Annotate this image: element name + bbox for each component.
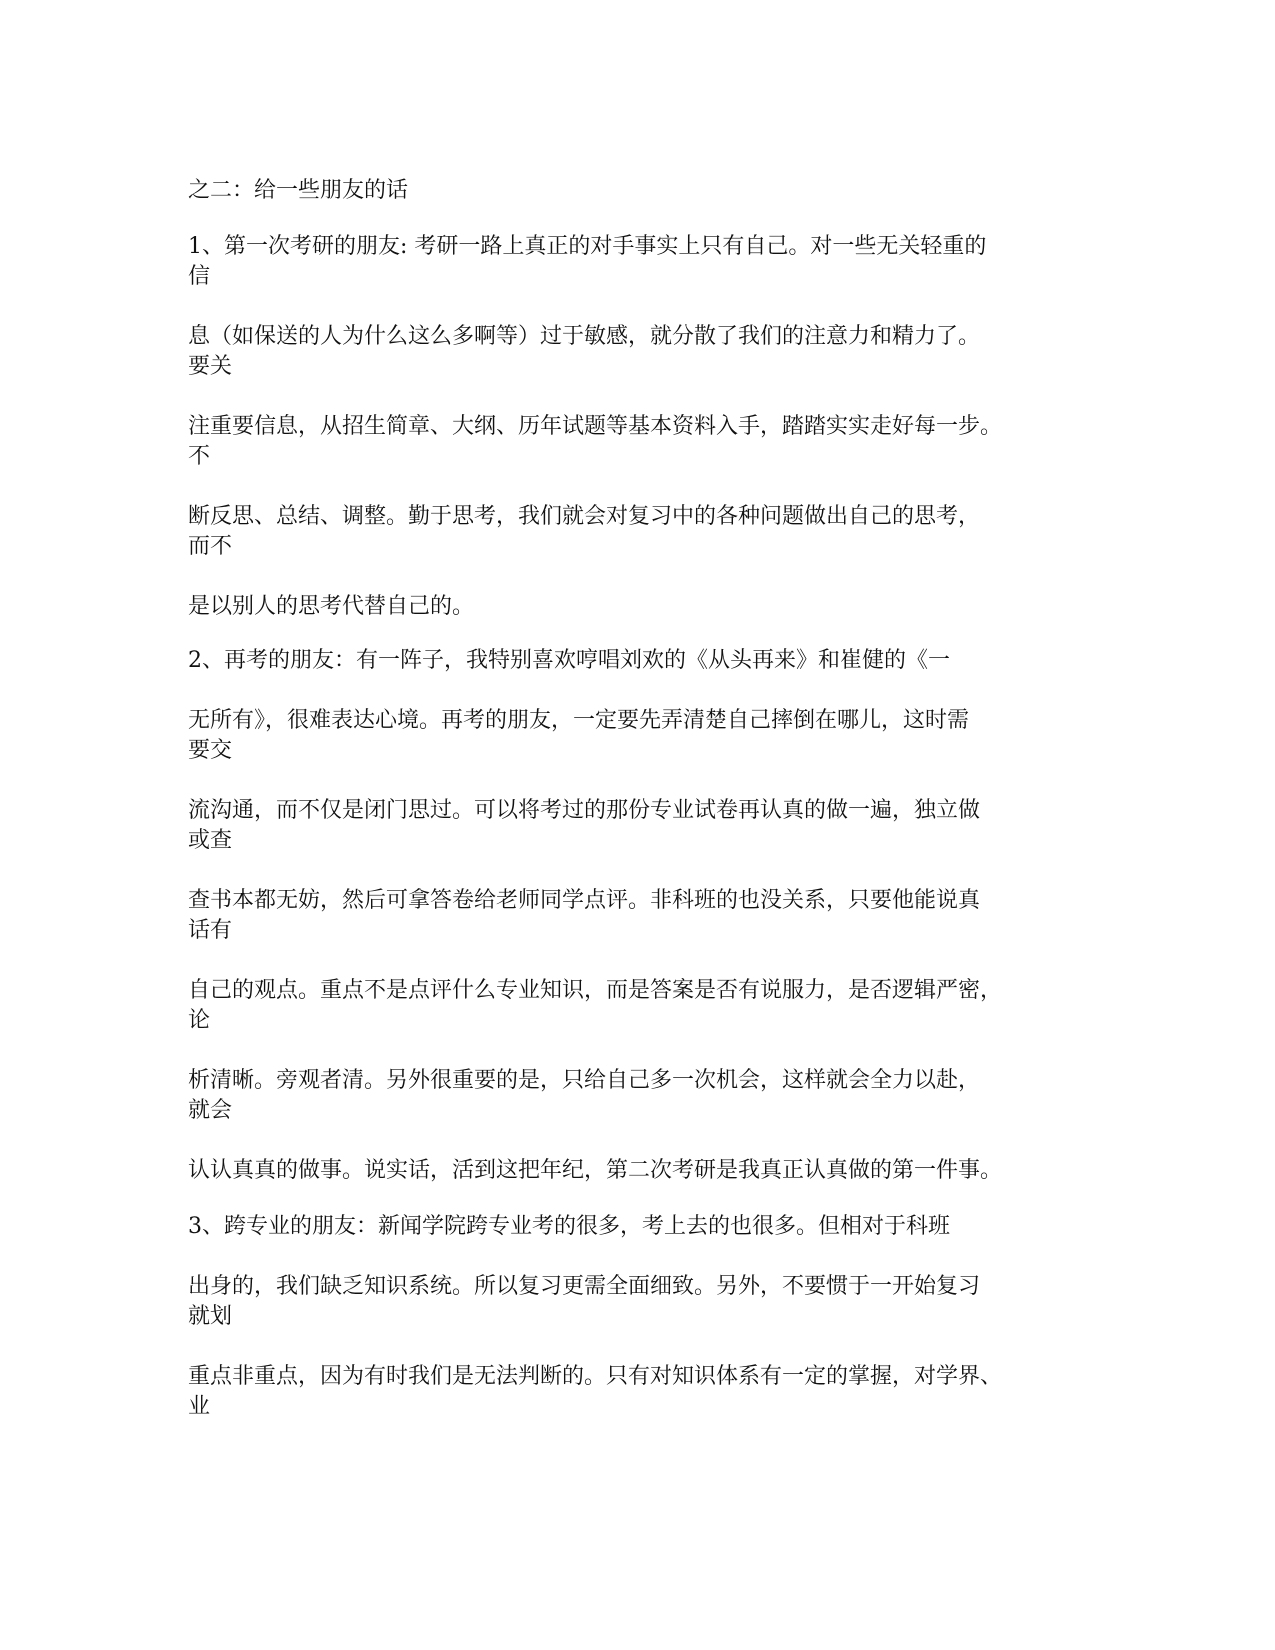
text-line: 认认真真的做事。说实话，活到这把年纪，第二次考研是我真正认真做的第一件事。: [188, 1158, 1003, 1183]
text-line: 而不: [188, 534, 233, 559]
text-line: 无所有》，很难表达心境。再考的朋友，一定要先弄清楚自己摔倒在哪儿，这时需: [188, 708, 970, 733]
text-line: 自己的观点。重点不是点评什么专业知识，而是答案是否有说服力，是否逻辑严密，: [188, 978, 1003, 1003]
text-line: 不: [188, 444, 211, 469]
text-line: 3、跨专业的朋友：新闻学院跨专业考的很多，考上去的也很多。但相对于科班: [188, 1214, 950, 1239]
text-line: 息（如保送的人为什么这么多啊等）过于敏感，就分散了我们的注意力和精力了。: [188, 324, 981, 349]
text-line: 信: [188, 264, 211, 289]
text-line: 查书本都无妨，然后可拿答卷给老师同学点评。非科班的也没关系，只要他能说真: [188, 888, 981, 913]
text-line: 论: [188, 1008, 211, 1033]
text-line: 重点非重点，因为有时我们是无法判断的。只有对知识体系有一定的掌握，对学界、: [188, 1364, 1003, 1389]
text-line: 是以别人的思考代替自己的。: [188, 594, 475, 619]
text-line: 析清晰。旁观者清。另外很重要的是，只给自己多一次机会，这样就会全力以赴，: [188, 1068, 981, 1093]
text-line: 流沟通，而不仅是闭门思过。可以将考过的那份专业试卷再认真的做一遍，独立做: [188, 798, 981, 823]
text-line: 话有: [188, 918, 233, 943]
text-line: 1、第一次考研的朋友: 考研一路上真正的对手事实上只有自己。对一些无关轻重的: [188, 234, 987, 259]
text-line: 注重要信息，从招生简章、大纲、历年试题等基本资料入手，踏踏实实走好每一步。: [188, 414, 1003, 439]
text-line: 就会: [188, 1098, 233, 1123]
text-line: 就划: [188, 1304, 233, 1329]
text-line: 或查: [188, 828, 233, 853]
text-line: 之二：给一些朋友的话: [188, 178, 409, 203]
text-line: 断反思、总结、调整。勤于思考，我们就会对复习中的各种问题做出自己的思考，: [188, 504, 981, 529]
text-line: 2、再考的朋友：有一阵子，我特别喜欢哼唱刘欢的《从头再来》和崔健的《一: [188, 648, 950, 673]
text-line: 业: [188, 1394, 211, 1419]
text-line: 要关: [188, 354, 233, 379]
text-line: 出身的，我们缺乏知识系统。所以复习更需全面细致。另外，不要惯于一开始复习: [188, 1274, 981, 1299]
text-line: 要交: [188, 738, 233, 763]
